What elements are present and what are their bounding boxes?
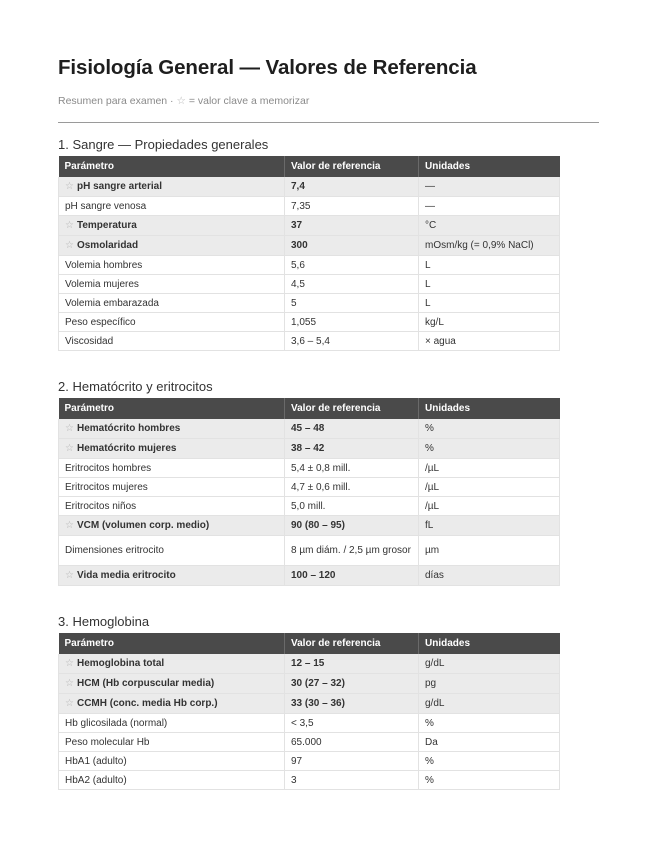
cell-parameter bbox=[59, 313, 285, 332]
star-icon: ☆ bbox=[65, 240, 74, 251]
cell-units: °C bbox=[419, 216, 560, 236]
star-icon: ☆ bbox=[65, 678, 74, 689]
parameter-label: pH sangre arterial bbox=[76, 181, 163, 192]
cell-value: 4,7 ± 0,6 mill. bbox=[285, 478, 419, 497]
reference-table bbox=[58, 156, 560, 351]
parameter-label: Peso molecular Hb bbox=[65, 736, 150, 748]
cell-parameter bbox=[59, 752, 285, 771]
table-row bbox=[59, 536, 560, 566]
section-3 bbox=[58, 614, 599, 790]
cell-units: L bbox=[419, 275, 560, 294]
column-header-value: Valor de referencia bbox=[285, 156, 419, 177]
parameter-label: Eritrocitos niños bbox=[65, 500, 137, 512]
cell-value: 90 (80 – 95) bbox=[285, 516, 419, 536]
section-title: 2. Hematócrito y eritrocitos bbox=[58, 379, 213, 394]
cell-value: 33 (30 – 36) bbox=[285, 694, 419, 714]
table-row bbox=[59, 332, 560, 351]
parameter-label: HCM (Hb corpuscular media) bbox=[76, 678, 215, 689]
parameter-label: VCM (volumen corp. medio) bbox=[76, 520, 210, 531]
cell-units: % bbox=[419, 439, 560, 459]
star-icon: ☆ bbox=[65, 520, 74, 531]
cell-parameter bbox=[59, 459, 285, 478]
column-header-parameter: Parámetro bbox=[59, 633, 285, 654]
cell-parameter bbox=[59, 419, 285, 439]
star-icon: ☆ bbox=[65, 220, 74, 231]
parameter-label: Osmolaridad bbox=[76, 240, 139, 251]
parameter-label: Hematócrito mujeres bbox=[76, 443, 177, 454]
table-row bbox=[59, 419, 560, 439]
table-row bbox=[59, 478, 560, 497]
cell-parameter bbox=[59, 516, 285, 536]
cell-units: mOsm/kg (= 0,9% NaCl) bbox=[419, 236, 560, 256]
table-row bbox=[59, 236, 560, 256]
table-row bbox=[59, 674, 560, 694]
table-row bbox=[59, 256, 560, 275]
cell-value: 7,35 bbox=[285, 197, 419, 216]
table-header-row bbox=[59, 398, 560, 419]
star-icon: ☆ bbox=[65, 658, 74, 669]
parameter-label: Viscosidad bbox=[65, 335, 114, 347]
cell-units: % bbox=[419, 419, 560, 439]
cell-value: 37 bbox=[285, 216, 419, 236]
parameter-label: HbA1 (adulto) bbox=[65, 755, 127, 767]
cell-parameter bbox=[59, 654, 285, 674]
parameter-label: HbA2 (adulto) bbox=[65, 774, 127, 786]
table-row bbox=[59, 566, 560, 586]
parameter-label: Hb glicosilada (normal) bbox=[65, 717, 168, 729]
table-row bbox=[59, 694, 560, 714]
cell-value: 5,6 bbox=[285, 256, 419, 275]
cell-units: L bbox=[419, 256, 560, 275]
column-header-parameter: Parámetro bbox=[59, 398, 285, 419]
cell-units: pg bbox=[419, 674, 560, 694]
parameter-label: Vida media eritrocito bbox=[76, 570, 176, 581]
table-row bbox=[59, 497, 560, 516]
reference-table bbox=[58, 398, 560, 586]
table-row bbox=[59, 294, 560, 313]
column-header-value: Valor de referencia bbox=[285, 398, 419, 419]
cell-value: 97 bbox=[285, 752, 419, 771]
subtitle bbox=[58, 95, 599, 107]
cell-units: × agua bbox=[419, 332, 560, 351]
column-header-value: Valor de referencia bbox=[285, 633, 419, 654]
cell-units: % bbox=[419, 752, 560, 771]
cell-units: días bbox=[419, 566, 560, 586]
cell-value: 8 µm diám. / 2,5 µm grosor bbox=[285, 536, 419, 566]
cell-units: µm bbox=[419, 536, 560, 566]
star-icon: ☆ bbox=[176, 95, 186, 107]
table-row bbox=[59, 654, 560, 674]
parameter-label: Eritrocitos hombres bbox=[65, 462, 152, 474]
cell-units: % bbox=[419, 714, 560, 733]
cell-value: 1,055 bbox=[285, 313, 419, 332]
cell-value: 12 – 15 bbox=[285, 654, 419, 674]
parameter-label: Temperatura bbox=[76, 220, 137, 231]
column-header-parameter: Parámetro bbox=[59, 156, 285, 177]
star-icon: ☆ bbox=[65, 443, 74, 454]
cell-value: 300 bbox=[285, 236, 419, 256]
table-header-row bbox=[59, 633, 560, 654]
star-icon: ☆ bbox=[65, 181, 74, 192]
cell-parameter bbox=[59, 216, 285, 236]
parameter-label: Volemia hombres bbox=[65, 259, 143, 271]
cell-value: 100 – 120 bbox=[285, 566, 419, 586]
cell-parameter bbox=[59, 566, 285, 586]
cell-value: 65.000 bbox=[285, 733, 419, 752]
cell-value: 5,4 ± 0,8 mill. bbox=[285, 459, 419, 478]
document-page bbox=[58, 56, 599, 790]
section-title: 3. Hemoglobina bbox=[58, 614, 150, 629]
section-1 bbox=[58, 137, 599, 351]
sections-container bbox=[58, 137, 599, 790]
cell-value: 3,6 – 5,4 bbox=[285, 332, 419, 351]
subtitle-suffix: = valor clave a memorizar bbox=[185, 95, 310, 107]
column-header-units: Unidades bbox=[419, 633, 560, 654]
table-header-row bbox=[59, 156, 560, 177]
cell-units: /µL bbox=[419, 478, 560, 497]
cell-parameter bbox=[59, 497, 285, 516]
cell-units: /µL bbox=[419, 497, 560, 516]
cell-parameter bbox=[59, 674, 285, 694]
star-icon: ☆ bbox=[65, 698, 74, 709]
cell-parameter bbox=[59, 197, 285, 216]
cell-parameter bbox=[59, 771, 285, 790]
table-row bbox=[59, 733, 560, 752]
table-row bbox=[59, 752, 560, 771]
cell-value: 5,0 mill. bbox=[285, 497, 419, 516]
cell-parameter bbox=[59, 714, 285, 733]
column-header-units: Unidades bbox=[419, 156, 560, 177]
cell-units: — bbox=[419, 177, 560, 197]
section-2 bbox=[58, 379, 599, 586]
table-row bbox=[59, 275, 560, 294]
star-icon: ☆ bbox=[65, 423, 74, 434]
cell-parameter bbox=[59, 439, 285, 459]
table-row bbox=[59, 313, 560, 332]
cell-parameter bbox=[59, 733, 285, 752]
cell-value: 3 bbox=[285, 771, 419, 790]
star-icon: ☆ bbox=[65, 570, 74, 581]
table-row bbox=[59, 439, 560, 459]
cell-parameter bbox=[59, 694, 285, 714]
page-title: Fisiología General — Valores de Referencia bbox=[58, 56, 477, 79]
cell-units: /µL bbox=[419, 459, 560, 478]
divider bbox=[58, 122, 599, 123]
cell-value: 30 (27 – 32) bbox=[285, 674, 419, 694]
cell-parameter bbox=[59, 236, 285, 256]
cell-value: < 3,5 bbox=[285, 714, 419, 733]
cell-units: — bbox=[419, 197, 560, 216]
cell-value: 45 – 48 bbox=[285, 419, 419, 439]
subtitle-prefix: Resumen para examen · bbox=[58, 95, 177, 107]
parameter-label: Hemoglobina total bbox=[76, 658, 165, 669]
cell-parameter bbox=[59, 294, 285, 313]
column-header-units: Unidades bbox=[419, 398, 560, 419]
parameter-label: Volemia embarazada bbox=[65, 297, 159, 309]
parameter-label: Eritrocitos mujeres bbox=[65, 481, 148, 493]
cell-parameter bbox=[59, 536, 285, 566]
cell-parameter bbox=[59, 177, 285, 197]
table-row bbox=[59, 771, 560, 790]
cell-parameter bbox=[59, 332, 285, 351]
parameter-label: Volemia mujeres bbox=[65, 278, 139, 290]
cell-units: Da bbox=[419, 733, 560, 752]
parameter-label: pH sangre venosa bbox=[65, 200, 147, 212]
cell-units: g/dL bbox=[419, 654, 560, 674]
cell-units: % bbox=[419, 771, 560, 790]
cell-units: fL bbox=[419, 516, 560, 536]
table-row bbox=[59, 516, 560, 536]
parameter-label: Dimensiones eritrocito bbox=[65, 545, 164, 556]
table-row bbox=[59, 197, 560, 216]
cell-units: L bbox=[419, 294, 560, 313]
table-row bbox=[59, 177, 560, 197]
parameter-label: CCMH (conc. media Hb corp.) bbox=[76, 698, 218, 709]
cell-value: 38 – 42 bbox=[285, 439, 419, 459]
cell-parameter bbox=[59, 478, 285, 497]
cell-value: 5 bbox=[285, 294, 419, 313]
table-row bbox=[59, 459, 560, 478]
parameter-label: Peso específico bbox=[65, 316, 136, 328]
cell-value: 7,4 bbox=[285, 177, 419, 197]
table-row bbox=[59, 714, 560, 733]
cell-units: kg/L bbox=[419, 313, 560, 332]
table-row bbox=[59, 216, 560, 236]
reference-table bbox=[58, 633, 560, 790]
cell-units: g/dL bbox=[419, 694, 560, 714]
cell-parameter bbox=[59, 275, 285, 294]
cell-parameter bbox=[59, 256, 285, 275]
section-title: 1. Sangre — Propiedades generales bbox=[58, 137, 269, 152]
cell-value: 4,5 bbox=[285, 275, 419, 294]
parameter-label: Hematócrito hombres bbox=[76, 423, 181, 434]
